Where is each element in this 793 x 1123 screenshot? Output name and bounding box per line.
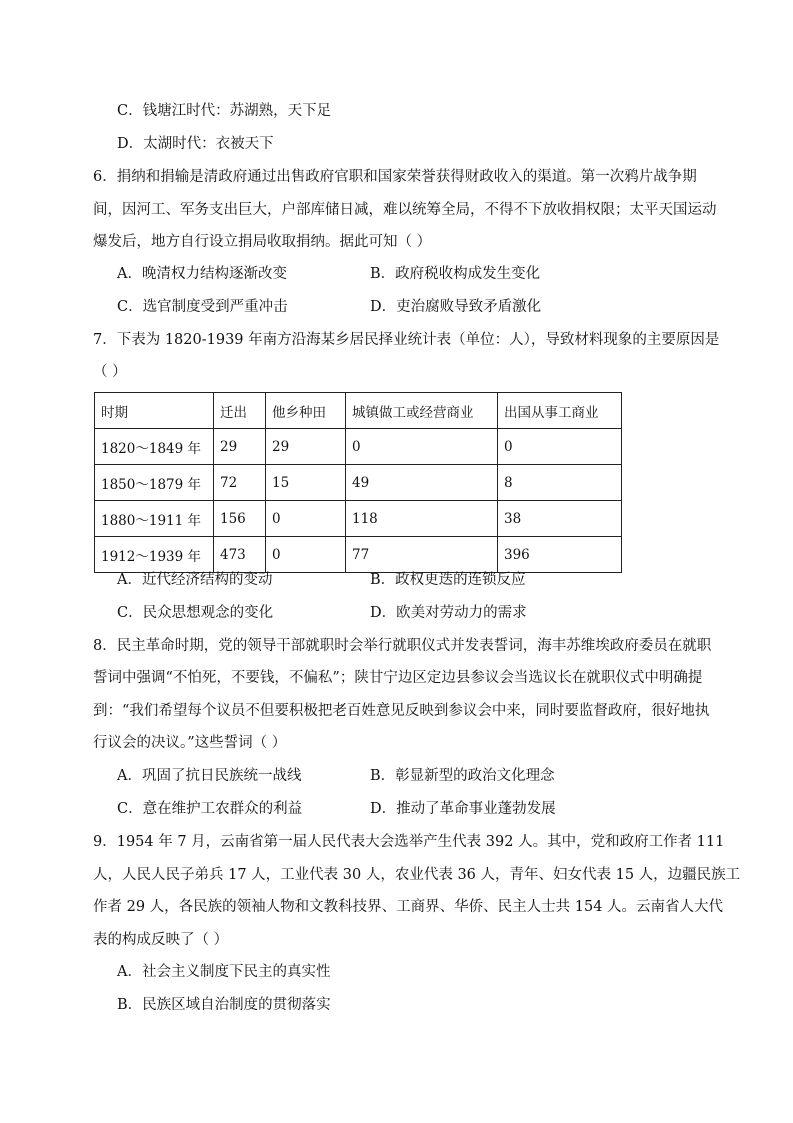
q9-stem-line-1: 9．1954 年 7 月，云南省第一届人民代表大会选举产生代表 392 人。其中，党和政府工作者 111 <box>93 834 725 850</box>
table-header-cell: 城镇做工或经营商业 <box>346 393 498 429</box>
q9-option-a: A．社会主义制度下民主的真实性 <box>117 964 331 980</box>
table-cell: 1850～1879 年 <box>95 465 214 501</box>
q6-stem-line-1: 6．捐纳和捐输是清政府通过出售政府官职和国家荣誉获得财政收入的渠道。第一次鸦片战争期 <box>93 169 697 185</box>
q7-option-b: B．政权更迭的连锁反应 <box>370 572 526 588</box>
q8-option-b: B．彰显新型的政治文化理念 <box>370 768 555 784</box>
table-header-cell: 时期 <box>95 393 214 429</box>
table-cell: 1820～1849 年 <box>95 429 214 465</box>
q9-stem-line-2: 人，人民人民子弟兵 17 人，工业代表 30 人，农业代表 36 人，青年、妇女代表 15 人，边疆民族工 <box>93 867 741 883</box>
table-header-cell: 迁出 <box>214 393 266 429</box>
table-cell: 0 <box>346 429 498 465</box>
q9-stem-line-4: 表的构成反映了（ ） <box>93 932 229 948</box>
table-cell: 118 <box>346 501 498 537</box>
q5-option-d: D．太湖时代：衣被天下 <box>117 136 274 152</box>
table-cell: 49 <box>346 465 498 501</box>
q7-option-d: D．欧美对劳动力的需求 <box>370 605 527 621</box>
table-cell: 0 <box>266 537 346 573</box>
table-cell: 8 <box>498 465 622 501</box>
q7-stem-line-2: （ ） <box>93 364 127 380</box>
q8-option-c: C．意在维护工农群众的利益 <box>117 801 303 817</box>
table-row <box>95 465 622 501</box>
table-header-cell: 他乡种田 <box>266 393 346 429</box>
table-row <box>95 537 622 573</box>
table-cell: 156 <box>214 501 266 537</box>
table-cell: 1880～1911 年 <box>95 501 214 537</box>
q8-option-a: A．巩固了抗日民族统一战线 <box>117 768 302 784</box>
q6-stem-line-2: 间，因河工、军务支出巨大，户部库储日减，难以统筹全局，不得不下放收捐权限；太平天国运动 <box>93 202 717 218</box>
table-cell: 38 <box>498 501 622 537</box>
q6-option-d: D．吏治腐败导致矛盾激化 <box>370 299 542 315</box>
q8-stem-line-3: 到：“我们希望每个议员不但要积极把老百姓意见反映到参议会中来，同时要监督政府，很好地执 <box>93 703 710 719</box>
table-cell: 29 <box>266 429 346 465</box>
table-header-row <box>95 393 622 429</box>
table-cell: 77 <box>346 537 498 573</box>
q6-stem-line-3: 爆发后，地方自行设立捐局收取捐纳。据此可知（ ） <box>93 234 432 250</box>
q7-option-a: A．近代经济结构的变动 <box>117 572 273 588</box>
table-row <box>95 429 622 465</box>
table-cell: 15 <box>266 465 346 501</box>
table-header-cell: 出国从事工商业 <box>498 393 622 429</box>
q9-stem-line-3: 作者 29 人，各民族的领袖人物和文教科技界、工商界、华侨、民主人士共 154 人。云南省人大代 <box>93 899 724 915</box>
q7-option-c: C．民众思想观念的变化 <box>117 605 274 621</box>
table-row <box>95 501 622 537</box>
q6-option-b: B．政府税收构成发生变化 <box>370 266 541 282</box>
table-cell: 29 <box>214 429 266 465</box>
table-cell: 1912～1939 年 <box>95 537 214 573</box>
table-cell: 473 <box>214 537 266 573</box>
q6-option-c: C．选官制度受到严重冲击 <box>117 299 288 315</box>
table-cell: 72 <box>214 465 266 501</box>
q6-option-a: A．晚清权力结构逐渐改变 <box>117 266 287 282</box>
table-cell: 0 <box>266 501 346 537</box>
q8-stem-line-2: 誓词中强调“不怕死，不要钱，不偏私”；陕甘宁边区定边县参议会当选议长在就职仪式中明确提 <box>93 670 703 686</box>
q8-stem-line-1: 8．民主革命时期，党的领导干部就职时会举行就职仪式并发表誓词，海丰苏维埃政府委员在就职 <box>93 638 712 654</box>
q9-option-b: B．民族区域自治制度的贯彻落实 <box>117 997 331 1013</box>
q8-stem-line-4: 行议会的决议。”这些誓词（ ） <box>93 735 287 751</box>
q7-statistics-table <box>94 392 622 573</box>
q5-option-c: C．钱塘江时代：苏湖熟，天下足 <box>117 103 332 119</box>
table-cell: 0 <box>498 429 622 465</box>
q8-option-d: D．推动了革命事业蓬勃发展 <box>370 801 556 817</box>
table-cell: 396 <box>498 537 622 573</box>
q7-stem-line-1: 7．下表为 1820-1939 年南方沿海某乡居民择业统计表（单位：人），导致材料现象的主要原因是 <box>93 332 720 348</box>
